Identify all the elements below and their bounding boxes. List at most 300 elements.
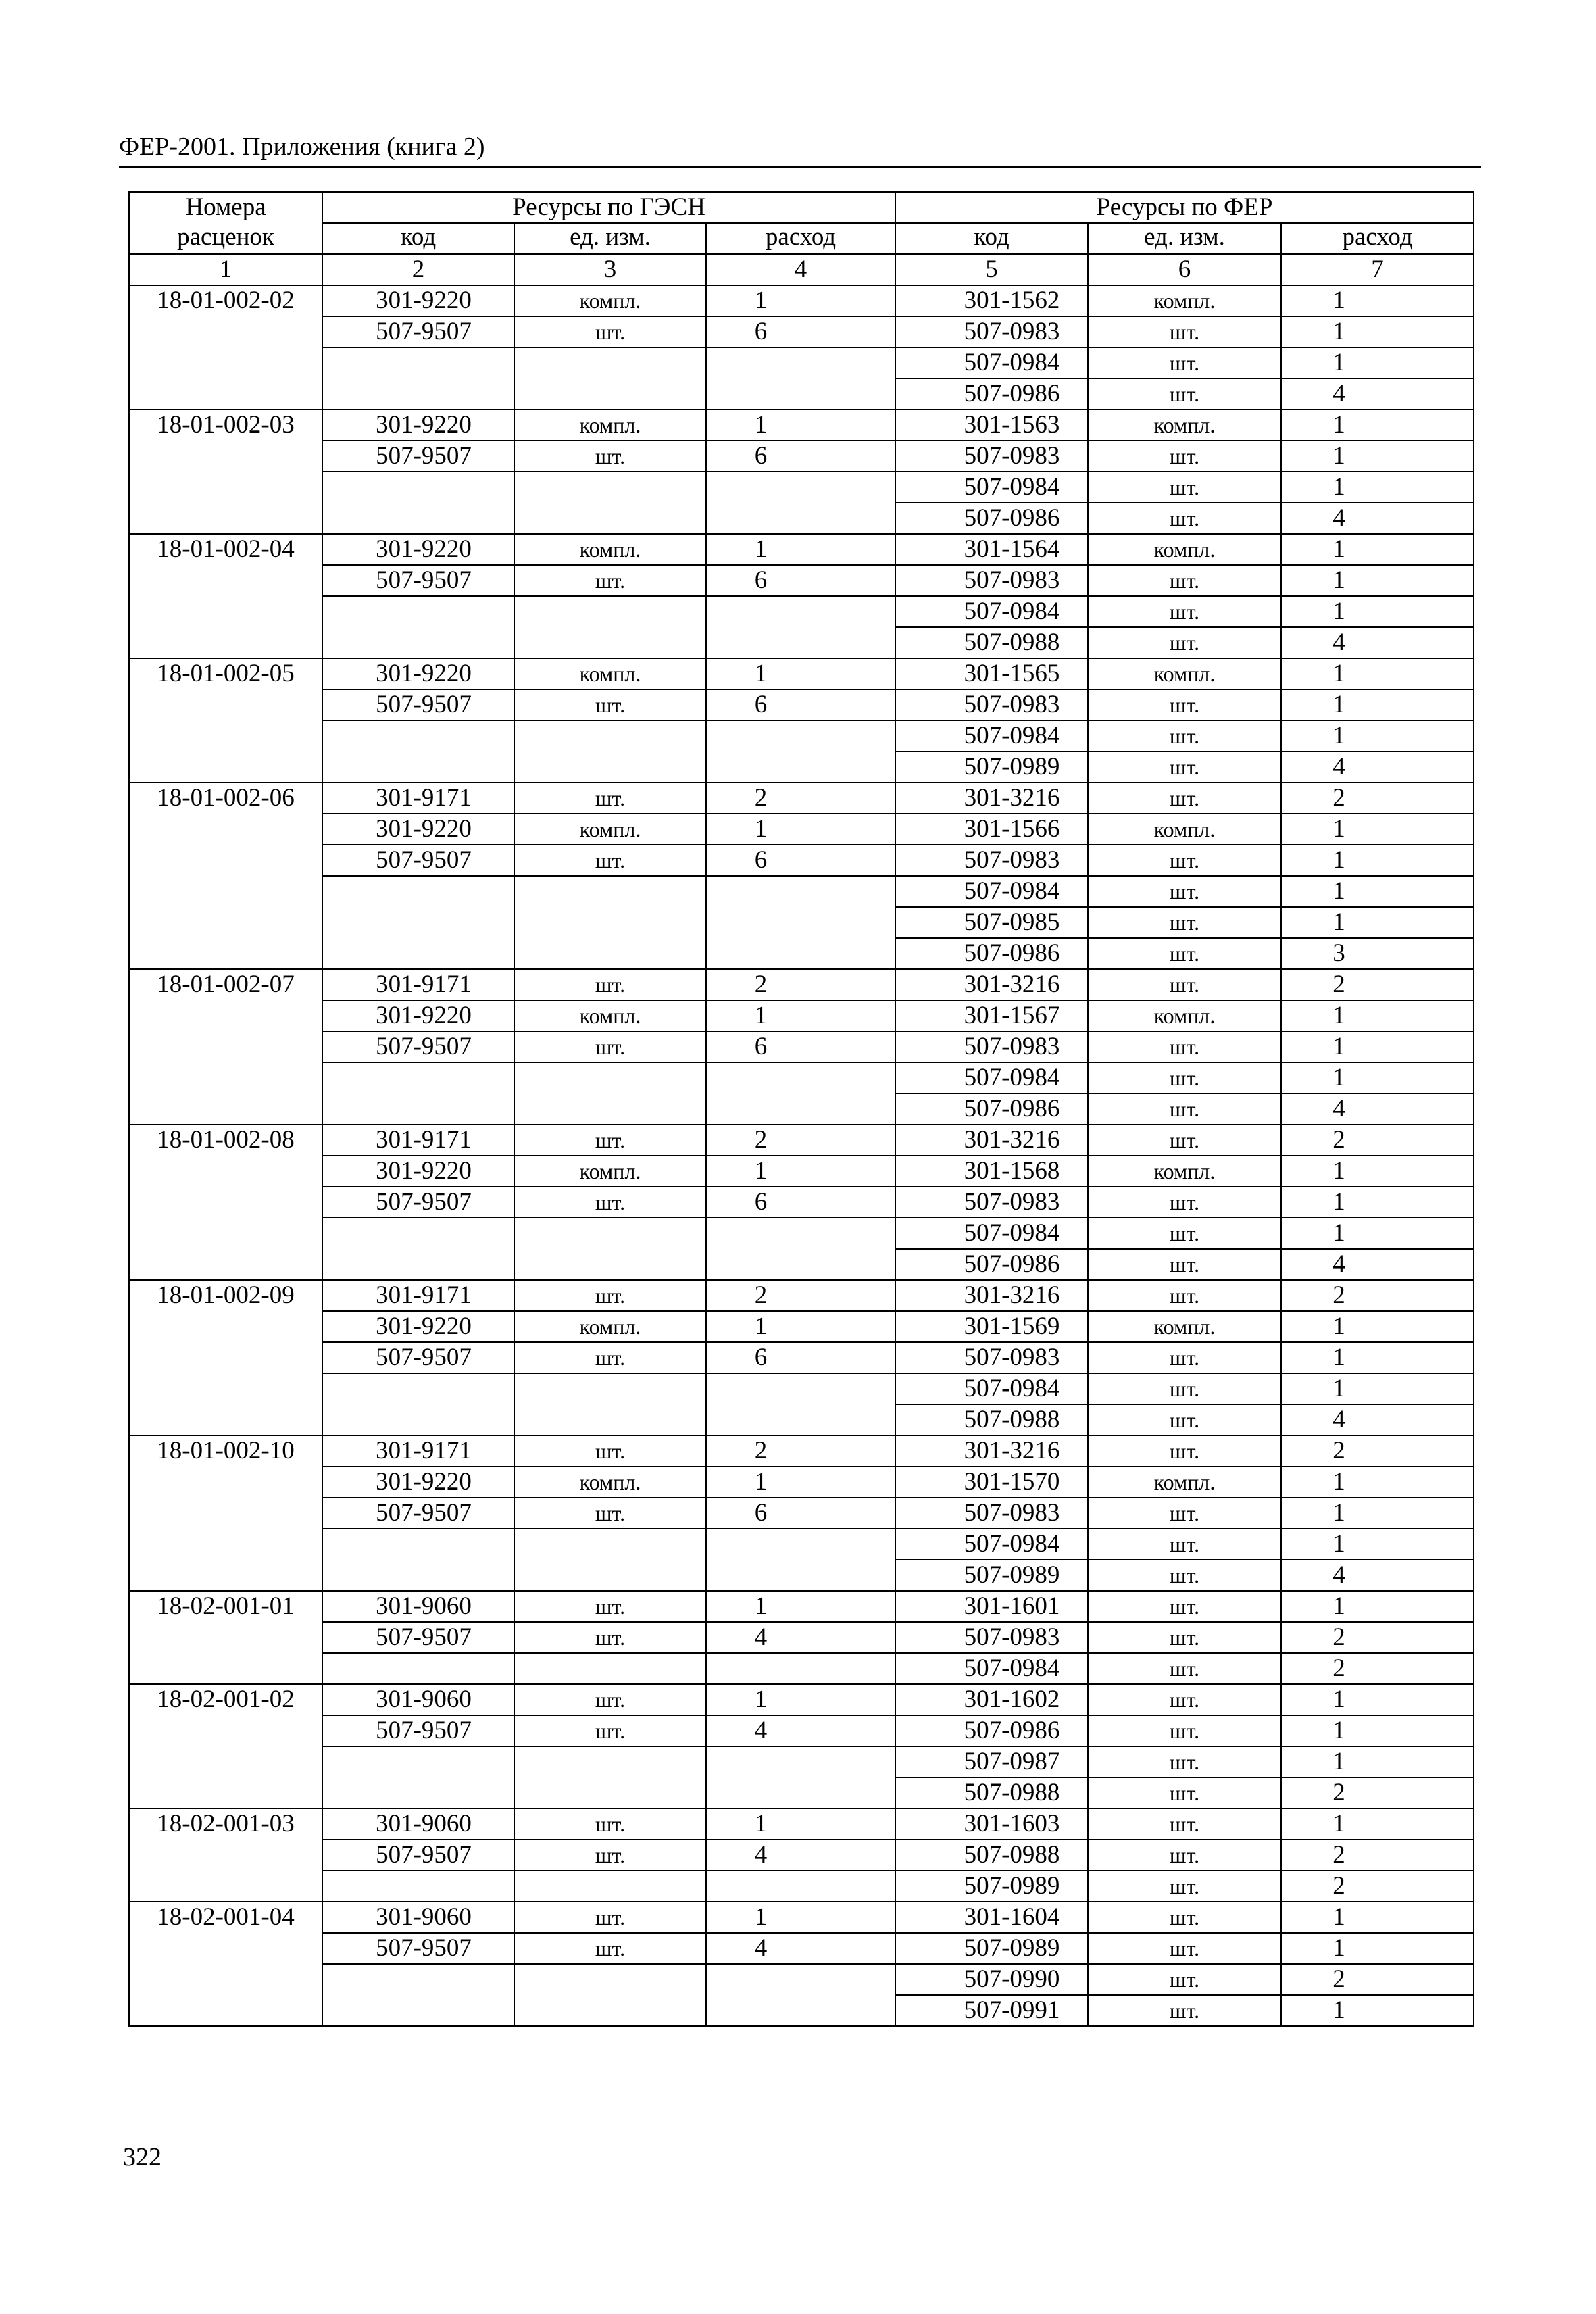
gesn-code-cell: 301-9171 bbox=[322, 783, 514, 814]
gesn-code-cell bbox=[322, 596, 514, 658]
fer-code-cell: 507-0984 bbox=[895, 1653, 1088, 1684]
gesn-amount-cell: 4 bbox=[706, 1933, 895, 1964]
gesn-amount-cell bbox=[706, 876, 895, 969]
gesn-unit-cell: компл. bbox=[514, 814, 706, 845]
fer-amount-cell: 2 bbox=[1281, 1622, 1474, 1653]
table-row bbox=[129, 347, 1474, 378]
gesn-unit-cell: шт. bbox=[514, 1591, 706, 1622]
fer-code-cell: 301-1567 bbox=[895, 1000, 1088, 1031]
gesn-amount-cell: 2 bbox=[706, 1280, 895, 1311]
fer-code-cell: 507-0983 bbox=[895, 1031, 1088, 1062]
gesn-amount-cell: 1 bbox=[706, 1902, 895, 1933]
header-row-numbers bbox=[129, 254, 1474, 285]
gesn-code-cell: 301-9220 bbox=[322, 285, 514, 316]
gesn-code-cell: 507-9507 bbox=[322, 1715, 514, 1746]
gesn-amount-cell: 1 bbox=[706, 1684, 895, 1715]
fer-unit-cell: шт. bbox=[1088, 1280, 1281, 1311]
fer-amount-cell: 1 bbox=[1281, 1187, 1474, 1218]
fer-amount-cell: 1 bbox=[1281, 1156, 1474, 1187]
table-row bbox=[129, 1218, 1474, 1249]
fer-code-cell: 507-0983 bbox=[895, 1187, 1088, 1218]
gesn-amount-cell: 6 bbox=[706, 565, 895, 596]
gesn-code-cell: 301-9171 bbox=[322, 969, 514, 1000]
resources-table bbox=[128, 191, 1474, 2027]
table-row bbox=[129, 658, 1474, 689]
fer-unit-cell: шт. bbox=[1088, 1560, 1281, 1591]
fer-code-cell: 301-1568 bbox=[895, 1156, 1088, 1187]
gesn-amount-cell: 6 bbox=[706, 845, 895, 876]
fer-unit-cell: шт. bbox=[1088, 347, 1281, 378]
table-row bbox=[129, 1902, 1474, 1933]
fer-amount-cell: 1 bbox=[1281, 1808, 1474, 1840]
gesn-code-cell bbox=[322, 472, 514, 534]
gesn-unit-cell: шт. bbox=[514, 1280, 706, 1311]
fer-amount-cell: 1 bbox=[1281, 1933, 1474, 1964]
table-row bbox=[129, 1871, 1474, 1902]
col-number: 5 bbox=[895, 254, 1088, 285]
col-gesn-unit: ед. изм. bbox=[514, 223, 706, 254]
table-row bbox=[129, 1125, 1474, 1156]
gesn-amount-cell bbox=[706, 1653, 895, 1684]
table-row bbox=[129, 1498, 1474, 1529]
table-row bbox=[129, 1311, 1474, 1342]
gesn-code-cell: 507-9507 bbox=[322, 1498, 514, 1529]
fer-code-cell: 507-0984 bbox=[895, 347, 1088, 378]
fer-unit-cell: шт. bbox=[1088, 1995, 1281, 2026]
fer-unit-cell: шт. bbox=[1088, 441, 1281, 472]
gesn-amount-cell: 6 bbox=[706, 316, 895, 347]
fer-amount-cell: 1 bbox=[1281, 285, 1474, 316]
table-row bbox=[129, 1062, 1474, 1093]
table-row bbox=[129, 1467, 1474, 1498]
gesn-unit-cell bbox=[514, 1529, 706, 1591]
table-row bbox=[129, 534, 1474, 565]
fer-code-cell: 301-1601 bbox=[895, 1591, 1088, 1622]
table-row bbox=[129, 1280, 1474, 1311]
fer-code-cell: 507-0983 bbox=[895, 845, 1088, 876]
fer-code-cell: 507-0986 bbox=[895, 1249, 1088, 1280]
fer-code-cell: 301-1570 bbox=[895, 1467, 1088, 1498]
fer-code-cell: 507-0983 bbox=[895, 1342, 1088, 1373]
gesn-code-cell: 507-9507 bbox=[322, 316, 514, 347]
gesn-unit-cell bbox=[514, 1653, 706, 1684]
gesn-amount-cell: 4 bbox=[706, 1715, 895, 1746]
fer-amount-cell: 4 bbox=[1281, 1560, 1474, 1591]
gesn-unit-cell: шт. bbox=[514, 1902, 706, 1933]
fer-code-cell: 507-0983 bbox=[895, 441, 1088, 472]
table-row bbox=[129, 1746, 1474, 1777]
fer-code-cell: 301-3216 bbox=[895, 969, 1088, 1000]
fer-code-cell: 507-0989 bbox=[895, 1871, 1088, 1902]
fer-amount-cell: 2 bbox=[1281, 1125, 1474, 1156]
fer-amount-cell: 1 bbox=[1281, 1062, 1474, 1093]
gesn-unit-cell bbox=[514, 1218, 706, 1280]
fer-unit-cell: шт. bbox=[1088, 1187, 1281, 1218]
gesn-amount-cell: 2 bbox=[706, 969, 895, 1000]
fer-code-cell: 507-0984 bbox=[895, 720, 1088, 752]
gesn-unit-cell: шт. bbox=[514, 1684, 706, 1715]
gesn-amount-cell: 1 bbox=[706, 1808, 895, 1840]
fer-code-cell: 507-0986 bbox=[895, 1715, 1088, 1746]
fer-code-cell: 507-0984 bbox=[895, 1529, 1088, 1560]
fer-amount-cell: 2 bbox=[1281, 1435, 1474, 1467]
col-number: 6 bbox=[1088, 254, 1281, 285]
fer-unit-cell: шт. bbox=[1088, 1746, 1281, 1777]
gesn-amount-cell: 1 bbox=[706, 1467, 895, 1498]
fer-unit-cell: компл. bbox=[1088, 534, 1281, 565]
table-row bbox=[129, 1622, 1474, 1653]
gesn-unit-cell: шт. bbox=[514, 1031, 706, 1062]
fer-code-cell: 507-0984 bbox=[895, 1062, 1088, 1093]
fer-code-cell: 301-1565 bbox=[895, 658, 1088, 689]
gesn-unit-cell bbox=[514, 1062, 706, 1125]
gesn-code-cell: 507-9507 bbox=[322, 1342, 514, 1373]
gesn-unit-cell: компл. bbox=[514, 1000, 706, 1031]
fer-amount-cell: 1 bbox=[1281, 316, 1474, 347]
rate-number-cell: 18-01-002-02 bbox=[129, 285, 322, 410]
fer-unit-cell: шт. bbox=[1088, 596, 1281, 627]
gesn-code-cell: 301-9220 bbox=[322, 1467, 514, 1498]
gesn-code-cell: 301-9220 bbox=[322, 534, 514, 565]
col-gesn-amount: расход bbox=[706, 223, 895, 254]
fer-amount-cell: 1 bbox=[1281, 1311, 1474, 1342]
fer-unit-cell: шт. bbox=[1088, 472, 1281, 503]
fer-unit-cell: шт. bbox=[1088, 752, 1281, 783]
fer-unit-cell: шт. bbox=[1088, 783, 1281, 814]
fer-amount-cell: 1 bbox=[1281, 1373, 1474, 1404]
fer-unit-cell: шт. bbox=[1088, 1933, 1281, 1964]
gesn-code-cell: 301-9220 bbox=[322, 1311, 514, 1342]
fer-amount-cell: 1 bbox=[1281, 1218, 1474, 1249]
gesn-code-cell: 301-9220 bbox=[322, 1156, 514, 1187]
fer-unit-cell: шт. bbox=[1088, 1529, 1281, 1560]
fer-code-cell: 507-0983 bbox=[895, 689, 1088, 720]
fer-code-cell: 301-3216 bbox=[895, 1280, 1088, 1311]
fer-code-cell: 301-1563 bbox=[895, 410, 1088, 441]
fer-code-cell: 301-1569 bbox=[895, 1311, 1088, 1342]
table-row bbox=[129, 1031, 1474, 1062]
gesn-code-cell bbox=[322, 1746, 514, 1808]
gesn-unit-cell bbox=[514, 1964, 706, 2026]
gesn-unit-cell: компл. bbox=[514, 1311, 706, 1342]
fer-unit-cell: шт. bbox=[1088, 1622, 1281, 1653]
fer-code-cell: 507-0989 bbox=[895, 1933, 1088, 1964]
table-row bbox=[129, 565, 1474, 596]
gesn-unit-cell: шт. bbox=[514, 1840, 706, 1871]
fer-unit-cell: шт. bbox=[1088, 1062, 1281, 1093]
fer-code-cell: 507-0984 bbox=[895, 472, 1088, 503]
fer-code-cell: 301-3216 bbox=[895, 783, 1088, 814]
col-gesn-code: код bbox=[322, 223, 514, 254]
fer-code-cell: 507-0983 bbox=[895, 316, 1088, 347]
fer-unit-cell: шт. bbox=[1088, 907, 1281, 938]
gesn-code-cell: 507-9507 bbox=[322, 845, 514, 876]
col-fer-unit: ед. изм. bbox=[1088, 223, 1281, 254]
fer-code-cell: 301-1604 bbox=[895, 1902, 1088, 1933]
fer-amount-cell: 4 bbox=[1281, 1404, 1474, 1435]
gesn-unit-cell bbox=[514, 347, 706, 410]
fer-amount-cell: 1 bbox=[1281, 410, 1474, 441]
fer-amount-cell: 2 bbox=[1281, 1777, 1474, 1808]
fer-amount-cell: 1 bbox=[1281, 1995, 1474, 2026]
fer-unit-cell: шт. bbox=[1088, 627, 1281, 658]
gesn-unit-cell: шт. bbox=[514, 783, 706, 814]
gesn-unit-cell: шт. bbox=[514, 1715, 706, 1746]
page-header-title: ФЕР-2001. Приложения (книга 2) bbox=[119, 132, 485, 161]
fer-unit-cell: компл. bbox=[1088, 410, 1281, 441]
gesn-amount-cell bbox=[706, 1964, 895, 2026]
fer-unit-cell: шт. bbox=[1088, 503, 1281, 534]
gesn-unit-cell: шт. bbox=[514, 689, 706, 720]
gesn-unit-cell: шт. bbox=[514, 565, 706, 596]
fer-unit-cell: компл. bbox=[1088, 814, 1281, 845]
fer-code-cell: 507-0989 bbox=[895, 1560, 1088, 1591]
fer-code-cell: 507-0990 bbox=[895, 1964, 1088, 1995]
gesn-unit-cell bbox=[514, 1871, 706, 1902]
gesn-code-cell: 301-9220 bbox=[322, 658, 514, 689]
rate-number-cell: 18-01-002-10 bbox=[129, 1435, 322, 1591]
gesn-code-cell bbox=[322, 1529, 514, 1591]
gesn-code-cell: 507-9507 bbox=[322, 1840, 514, 1871]
fer-unit-cell: шт. bbox=[1088, 938, 1281, 969]
gesn-code-cell: 301-9171 bbox=[322, 1125, 514, 1156]
col-rate-numbers-label: Номера расценок bbox=[177, 193, 274, 251]
fer-unit-cell: шт. bbox=[1088, 969, 1281, 1000]
gesn-amount-cell bbox=[706, 1871, 895, 1902]
table-row bbox=[129, 1529, 1474, 1560]
table-row bbox=[129, 596, 1474, 627]
gesn-code-cell: 301-9220 bbox=[322, 410, 514, 441]
gesn-amount-cell: 6 bbox=[706, 1187, 895, 1218]
fer-code-cell: 507-0983 bbox=[895, 1622, 1088, 1653]
fer-code-cell: 301-1564 bbox=[895, 534, 1088, 565]
fer-unit-cell: шт. bbox=[1088, 1435, 1281, 1467]
gesn-amount-cell: 1 bbox=[706, 658, 895, 689]
table-body bbox=[129, 285, 1474, 2026]
table-row bbox=[129, 783, 1474, 814]
table-row bbox=[129, 969, 1474, 1000]
gesn-amount-cell bbox=[706, 596, 895, 658]
gesn-code-cell bbox=[322, 1871, 514, 1902]
gesn-unit-cell: шт. bbox=[514, 441, 706, 472]
table-row bbox=[129, 1156, 1474, 1187]
gesn-code-cell bbox=[322, 876, 514, 969]
fer-unit-cell: шт. bbox=[1088, 1653, 1281, 1684]
fer-code-cell: 507-0989 bbox=[895, 752, 1088, 783]
gesn-code-cell: 301-9220 bbox=[322, 814, 514, 845]
fer-code-cell: 301-1566 bbox=[895, 814, 1088, 845]
gesn-code-cell: 507-9507 bbox=[322, 441, 514, 472]
gesn-unit-cell: шт. bbox=[514, 969, 706, 1000]
fer-code-cell: 507-0991 bbox=[895, 1995, 1088, 2026]
fer-amount-cell: 2 bbox=[1281, 1653, 1474, 1684]
fer-code-cell: 507-0988 bbox=[895, 1777, 1088, 1808]
fer-code-cell: 507-0986 bbox=[895, 378, 1088, 410]
fer-unit-cell: компл. bbox=[1088, 1311, 1281, 1342]
fer-unit-cell: шт. bbox=[1088, 1684, 1281, 1715]
table-row bbox=[129, 814, 1474, 845]
gesn-code-cell: 507-9507 bbox=[322, 565, 514, 596]
gesn-unit-cell: шт. bbox=[514, 1125, 706, 1156]
gesn-amount-cell: 1 bbox=[706, 1311, 895, 1342]
fer-amount-cell: 1 bbox=[1281, 441, 1474, 472]
fer-code-cell: 507-0985 bbox=[895, 907, 1088, 938]
gesn-code-cell: 507-9507 bbox=[322, 1187, 514, 1218]
gesn-code-cell bbox=[322, 347, 514, 410]
fer-amount-cell: 4 bbox=[1281, 378, 1474, 410]
gesn-code-cell: 301-9060 bbox=[322, 1808, 514, 1840]
gesn-amount-cell bbox=[706, 347, 895, 410]
gesn-code-cell: 301-9060 bbox=[322, 1591, 514, 1622]
col-fer-amount: расход bbox=[1281, 223, 1474, 254]
fer-unit-cell: шт. bbox=[1088, 1777, 1281, 1808]
rate-number-cell: 18-01-002-04 bbox=[129, 534, 322, 658]
gesn-unit-cell: шт. bbox=[514, 1622, 706, 1653]
table-row bbox=[129, 1187, 1474, 1218]
fer-amount-cell: 1 bbox=[1281, 472, 1474, 503]
gesn-code-cell: 301-9060 bbox=[322, 1684, 514, 1715]
fer-amount-cell: 1 bbox=[1281, 534, 1474, 565]
fer-amount-cell: 1 bbox=[1281, 1746, 1474, 1777]
gesn-amount-cell bbox=[706, 1218, 895, 1280]
fer-code-cell: 301-1562 bbox=[895, 285, 1088, 316]
fer-amount-cell: 2 bbox=[1281, 1871, 1474, 1902]
fer-unit-cell: шт. bbox=[1088, 1715, 1281, 1746]
col-rate-numbers bbox=[129, 192, 322, 254]
table-row bbox=[129, 689, 1474, 720]
fer-unit-cell: шт. bbox=[1088, 1373, 1281, 1404]
fer-code-cell: 507-0983 bbox=[895, 565, 1088, 596]
gesn-code-cell bbox=[322, 1964, 514, 2026]
gesn-unit-cell: шт. bbox=[514, 845, 706, 876]
fer-amount-cell: 1 bbox=[1281, 720, 1474, 752]
rate-number-cell: 18-01-002-07 bbox=[129, 969, 322, 1125]
gesn-unit-cell: шт. bbox=[514, 316, 706, 347]
fer-unit-cell: шт. bbox=[1088, 1808, 1281, 1840]
fer-amount-cell: 1 bbox=[1281, 658, 1474, 689]
fer-amount-cell: 1 bbox=[1281, 907, 1474, 938]
gesn-code-cell: 301-9220 bbox=[322, 1000, 514, 1031]
fer-amount-cell: 2 bbox=[1281, 969, 1474, 1000]
col-number: 1 bbox=[129, 254, 322, 285]
table-header bbox=[129, 192, 1474, 285]
col-number: 7 bbox=[1281, 254, 1474, 285]
fer-amount-cell: 1 bbox=[1281, 596, 1474, 627]
fer-code-cell: 507-0984 bbox=[895, 596, 1088, 627]
fer-code-cell: 507-0984 bbox=[895, 876, 1088, 907]
table-row bbox=[129, 876, 1474, 907]
fer-unit-cell: шт. bbox=[1088, 845, 1281, 876]
gesn-code-cell: 507-9507 bbox=[322, 1622, 514, 1653]
gesn-amount-cell: 1 bbox=[706, 534, 895, 565]
fer-unit-cell: шт. bbox=[1088, 378, 1281, 410]
fer-unit-cell: шт. bbox=[1088, 1218, 1281, 1249]
table-row bbox=[129, 845, 1474, 876]
fer-unit-cell: шт. bbox=[1088, 1871, 1281, 1902]
fer-amount-cell: 1 bbox=[1281, 1684, 1474, 1715]
gesn-amount-cell bbox=[706, 1529, 895, 1591]
fer-unit-cell: шт. bbox=[1088, 565, 1281, 596]
fer-unit-cell: компл. bbox=[1088, 1000, 1281, 1031]
gesn-unit-cell bbox=[514, 1373, 706, 1435]
fer-amount-cell: 3 bbox=[1281, 938, 1474, 969]
fer-code-cell: 301-1602 bbox=[895, 1684, 1088, 1715]
fer-amount-cell: 1 bbox=[1281, 1000, 1474, 1031]
gesn-amount-cell: 2 bbox=[706, 1125, 895, 1156]
col-number: 4 bbox=[706, 254, 895, 285]
gesn-unit-cell bbox=[514, 472, 706, 534]
col-group-gesn: Ресурсы по ГЭСН bbox=[322, 192, 895, 223]
gesn-unit-cell bbox=[514, 1746, 706, 1808]
fer-code-cell: 507-0986 bbox=[895, 1093, 1088, 1125]
gesn-amount-cell: 1 bbox=[706, 1156, 895, 1187]
table-row bbox=[129, 1808, 1474, 1840]
gesn-amount-cell: 1 bbox=[706, 814, 895, 845]
gesn-unit-cell: шт. bbox=[514, 1187, 706, 1218]
table-row bbox=[129, 1684, 1474, 1715]
gesn-code-cell bbox=[322, 720, 514, 783]
fer-amount-cell: 1 bbox=[1281, 565, 1474, 596]
fer-amount-cell: 2 bbox=[1281, 1840, 1474, 1871]
gesn-amount-cell: 1 bbox=[706, 1000, 895, 1031]
fer-amount-cell: 4 bbox=[1281, 1093, 1474, 1125]
fer-amount-cell: 1 bbox=[1281, 1529, 1474, 1560]
fer-unit-cell: шт. bbox=[1088, 1498, 1281, 1529]
fer-unit-cell: компл. bbox=[1088, 658, 1281, 689]
gesn-code-cell: 507-9507 bbox=[322, 1933, 514, 1964]
gesn-unit-cell: компл. bbox=[514, 658, 706, 689]
fer-unit-cell: шт. bbox=[1088, 1404, 1281, 1435]
gesn-code-cell: 301-9171 bbox=[322, 1280, 514, 1311]
gesn-code-cell: 507-9507 bbox=[322, 1031, 514, 1062]
fer-amount-cell: 1 bbox=[1281, 876, 1474, 907]
table-row bbox=[129, 1653, 1474, 1684]
gesn-amount-cell: 4 bbox=[706, 1622, 895, 1653]
gesn-unit-cell: шт. bbox=[514, 1808, 706, 1840]
fer-unit-cell: шт. bbox=[1088, 1964, 1281, 1995]
fer-amount-cell: 4 bbox=[1281, 627, 1474, 658]
rate-number-cell: 18-02-001-04 bbox=[129, 1902, 322, 2026]
header-rule bbox=[119, 166, 1481, 168]
gesn-unit-cell: компл. bbox=[514, 534, 706, 565]
gesn-code-cell bbox=[322, 1653, 514, 1684]
table-row bbox=[129, 1840, 1474, 1871]
fer-amount-cell: 1 bbox=[1281, 1467, 1474, 1498]
fer-unit-cell: шт. bbox=[1088, 720, 1281, 752]
table-row bbox=[129, 1000, 1474, 1031]
gesn-code-cell bbox=[322, 1062, 514, 1125]
gesn-unit-cell: компл. bbox=[514, 1467, 706, 1498]
fer-unit-cell: шт. bbox=[1088, 1125, 1281, 1156]
fer-code-cell: 507-0987 bbox=[895, 1746, 1088, 1777]
fer-amount-cell: 1 bbox=[1281, 1715, 1474, 1746]
fer-amount-cell: 2 bbox=[1281, 1280, 1474, 1311]
gesn-amount-cell bbox=[706, 720, 895, 783]
fer-unit-cell: компл. bbox=[1088, 285, 1281, 316]
fer-code-cell: 507-0986 bbox=[895, 503, 1088, 534]
fer-code-cell: 507-0984 bbox=[895, 1218, 1088, 1249]
gesn-amount-cell: 2 bbox=[706, 1435, 895, 1467]
gesn-amount-cell: 1 bbox=[706, 285, 895, 316]
gesn-amount-cell bbox=[706, 1373, 895, 1435]
gesn-unit-cell: компл. bbox=[514, 410, 706, 441]
table-row bbox=[129, 1342, 1474, 1373]
fer-amount-cell: 1 bbox=[1281, 1031, 1474, 1062]
gesn-amount-cell: 4 bbox=[706, 1840, 895, 1871]
gesn-code-cell bbox=[322, 1218, 514, 1280]
fer-code-cell: 301-3216 bbox=[895, 1125, 1088, 1156]
gesn-unit-cell bbox=[514, 596, 706, 658]
